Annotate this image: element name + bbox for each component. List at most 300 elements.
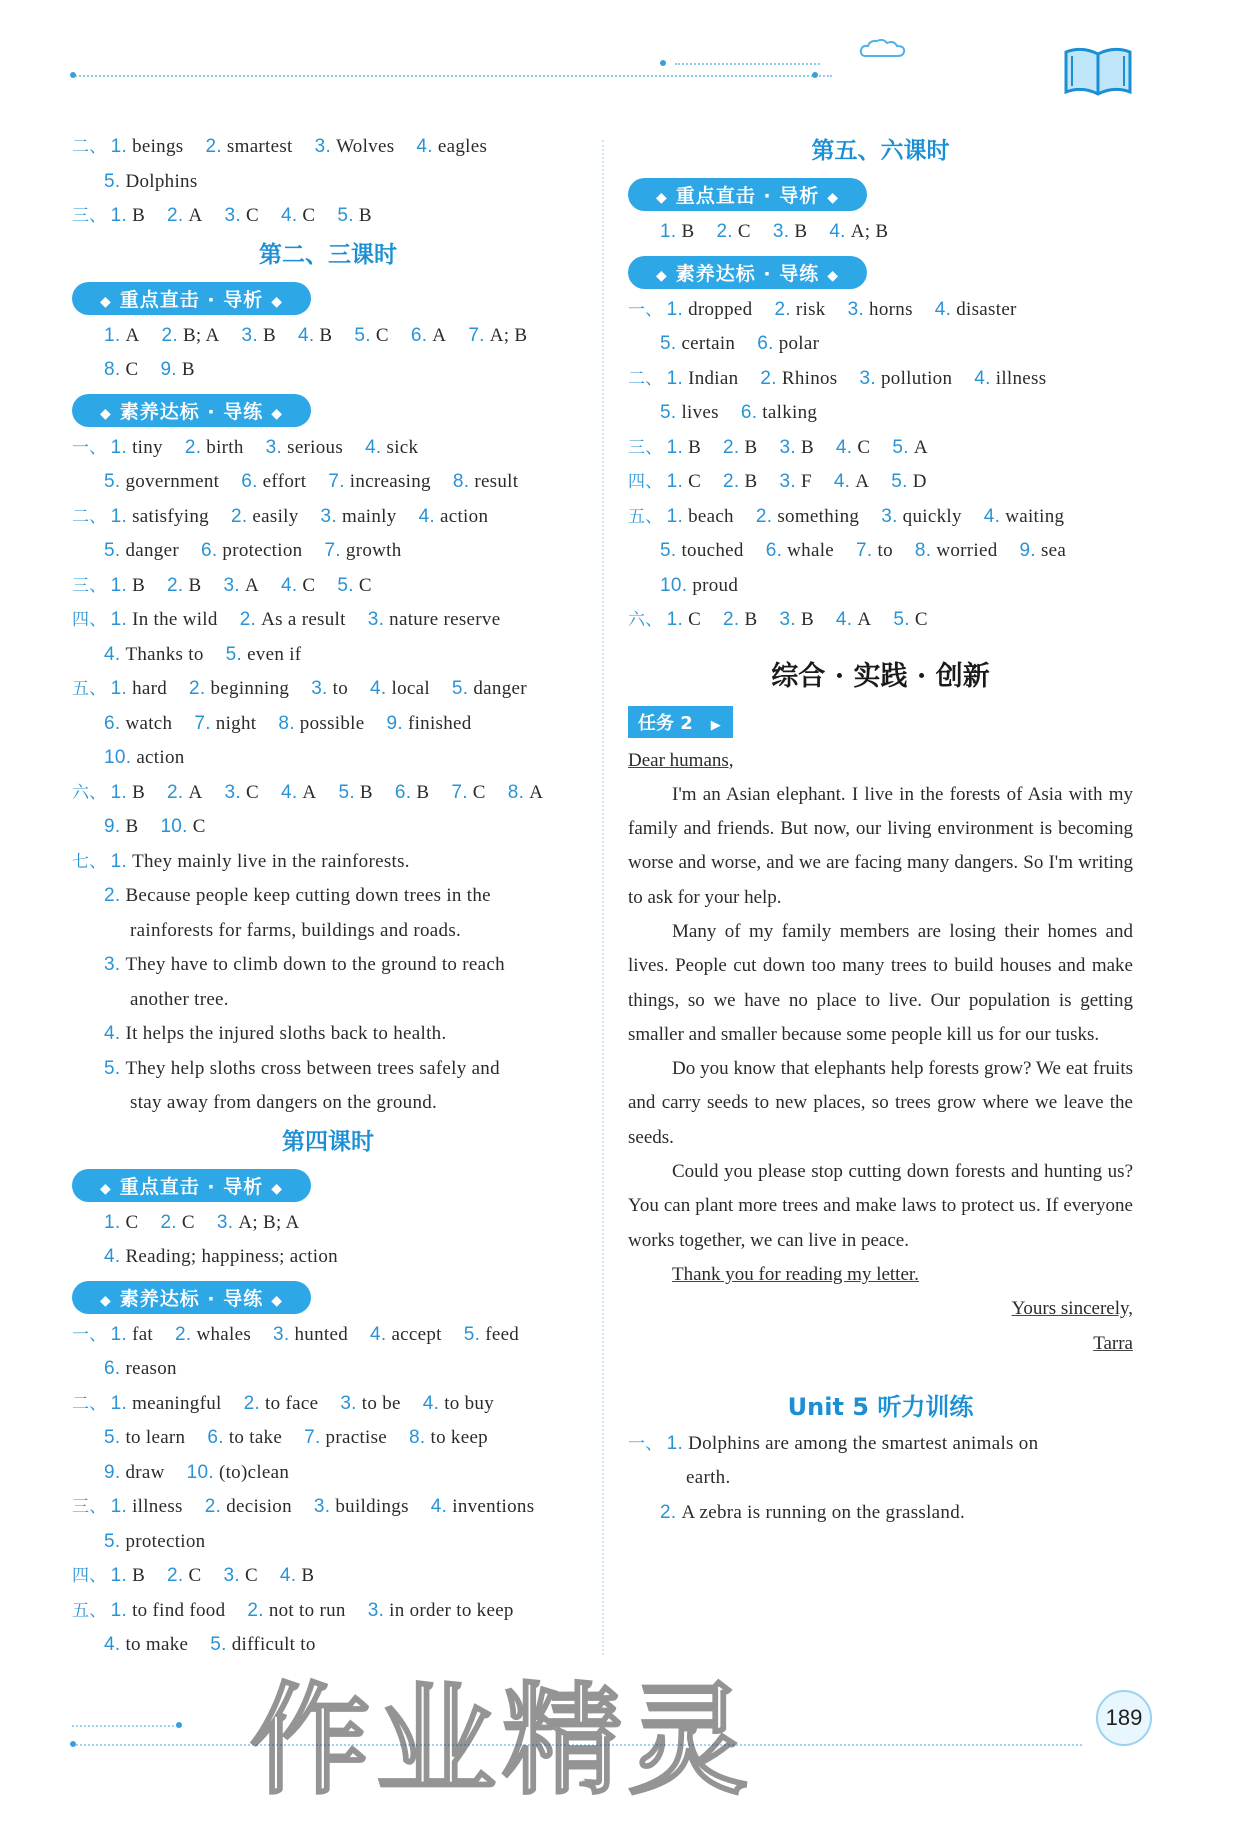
answer-text: government [125, 471, 220, 492]
answer-text: possible [299, 712, 365, 734]
answer-text: disaster [956, 298, 1017, 320]
answer-item [104, 816, 138, 837]
question-number: 2. [160, 1211, 177, 1233]
answer-item [217, 1212, 300, 1233]
question-number: 2. [774, 298, 791, 320]
question-number: 3. [223, 574, 240, 596]
answer-text: accept [391, 1323, 442, 1345]
question-number: 2. [243, 1392, 261, 1414]
answer-text: quickly [902, 505, 962, 527]
answer-item [111, 1565, 145, 1586]
answer-text: difficult to [231, 1634, 316, 1655]
answer-text: They mainly live in the rainforests. [132, 850, 410, 872]
answer-line [72, 1086, 584, 1121]
answer-text: A; B [850, 221, 889, 242]
answer-text: to be [361, 1392, 401, 1414]
answer-item [386, 713, 471, 734]
question-number: 2. [205, 136, 222, 157]
answer-item [416, 136, 487, 157]
answer-item [104, 954, 505, 975]
question-number: 4. [835, 436, 853, 458]
answer-line [72, 534, 584, 569]
answer-line [72, 914, 584, 949]
answer-item [167, 782, 202, 803]
answer-text: meaningful [132, 1392, 222, 1414]
answer-item [836, 609, 871, 630]
question-number: 6. [394, 781, 412, 803]
answer-text: worried [936, 540, 998, 561]
unit-listening-title: Unit 5 听力训练 [787, 1392, 974, 1421]
answer-text: B [301, 1565, 315, 1586]
section-marker: 五、 [72, 1600, 107, 1621]
answer-text: beings [132, 136, 184, 157]
answer-item [205, 136, 292, 157]
question-number: 8. [507, 781, 525, 803]
answer-item [464, 1324, 519, 1345]
answer-text: stay away from dangers on the ground. [130, 1092, 438, 1113]
answer-text: B [800, 609, 814, 630]
answer-item [104, 540, 179, 561]
question-number: 4. [104, 1023, 121, 1044]
question-number: 3. [847, 298, 865, 320]
section-marker: 三、 [628, 437, 663, 458]
answer-text: result [474, 471, 519, 492]
answer-item [779, 471, 811, 492]
letter-paragraph-1: I'm an Asian elephant. I live in the forests of Asia with my family and friends. But now, our living environment is becoming worse and worse, and we are facing many dangers. So I'm writing to ask for your help. [628, 783, 1133, 908]
answer-item [104, 359, 138, 380]
answer-text: A [302, 781, 317, 803]
answer-item [660, 1502, 965, 1523]
question-number: 5. [451, 678, 469, 699]
answer-text: hard [132, 678, 168, 699]
answer-text: nature reserve [389, 609, 501, 630]
question-number: 2. [239, 609, 257, 630]
answer-line [628, 327, 1133, 362]
answer-item [104, 171, 198, 192]
answer-item [881, 506, 962, 527]
answer-text: C [302, 574, 316, 596]
answer-item [111, 851, 410, 872]
answer-item [160, 1212, 194, 1233]
question-number: 2. [755, 505, 773, 527]
answer-line [628, 215, 1133, 250]
answer-item [240, 609, 346, 630]
question-number: 9. [104, 816, 121, 837]
answer-text: A [125, 324, 140, 346]
answer-item [111, 506, 209, 527]
answer-text: pollution [880, 367, 953, 389]
answer-text: C [375, 324, 389, 346]
question-number: 1. [104, 324, 121, 346]
question-number: 1. [110, 1392, 128, 1414]
answer-text: action [440, 505, 489, 527]
question-number: 5. [338, 781, 355, 803]
section-marker: 五、 [628, 506, 663, 527]
question-number: 3. [779, 471, 796, 492]
answer-item [774, 299, 825, 320]
focus-analysis-banner: ◆ 重点直击 · 导析 ◆ [72, 282, 311, 315]
answer-item [468, 325, 527, 346]
answer-item [829, 221, 888, 242]
answer-item [104, 1023, 447, 1044]
answer-text: to take [228, 1427, 283, 1448]
answer-item [338, 782, 372, 803]
answer-item [779, 437, 813, 458]
answer-item [226, 644, 302, 665]
answer-text: tiny [132, 436, 163, 458]
answer-line [628, 431, 1133, 466]
answer-line [72, 1490, 584, 1525]
answer-text: to keep [430, 1427, 488, 1448]
answer-text: D [912, 471, 927, 492]
question-number: 6. [207, 1427, 224, 1448]
answer-item [104, 325, 139, 346]
section-marker: 二、 [72, 137, 107, 157]
answer-item [723, 437, 757, 458]
answer-item [741, 402, 817, 423]
answer-item [104, 1246, 338, 1267]
question-number: 3. [779, 436, 796, 458]
question-number: 3. [859, 367, 876, 389]
answer-item [779, 609, 813, 630]
answer-text: eagles [437, 136, 488, 157]
answer-line [72, 1052, 584, 1087]
question-number: 1. [110, 850, 128, 872]
answer-item [111, 1600, 226, 1621]
answer-text: B [132, 574, 146, 596]
answer-item [167, 1565, 201, 1586]
answer-text: to find food [132, 1599, 226, 1621]
answer-text: B; A [182, 324, 220, 346]
question-number: 2. [104, 885, 121, 906]
question-number: 2. [167, 1565, 184, 1586]
answer-text: rainforests for farms, buildings and roads. [130, 919, 462, 941]
answer-text: whales [196, 1323, 252, 1345]
answer-item [508, 782, 543, 803]
answer-item [175, 1324, 251, 1345]
answer-item [278, 713, 364, 734]
answer-text: growth [345, 540, 402, 561]
answer-text: A [857, 609, 872, 630]
question-number: 3. [273, 1323, 290, 1345]
answer-item [395, 782, 429, 803]
answer-item [368, 1600, 514, 1621]
answer-line [72, 165, 584, 200]
answer-text: C [914, 609, 928, 630]
question-number: 1. [110, 781, 128, 803]
question-number: 5. [104, 1427, 121, 1448]
question-number: 2. [660, 1501, 677, 1523]
answer-text: A [529, 781, 544, 803]
answer-line [72, 948, 584, 983]
answers-lesson23-analysis [72, 319, 584, 388]
section-marker: 二、 [72, 506, 107, 527]
header-dot [812, 72, 818, 78]
page-number: 189 [1096, 1690, 1152, 1746]
answer-item [419, 506, 489, 527]
answer-item [104, 1358, 177, 1379]
answer-item [773, 221, 807, 242]
answer-item [860, 368, 953, 389]
answer-text: danger [125, 540, 179, 561]
footer-dotted-line-upper [72, 1725, 182, 1727]
question-number: 1. [110, 205, 128, 226]
answer-item [368, 609, 501, 630]
question-number: 5. [892, 436, 909, 458]
section-marker: 五、 [72, 679, 107, 699]
answer-text: danger [473, 678, 527, 699]
answers-listening [628, 1427, 1133, 1531]
answer-text: to learn [125, 1427, 186, 1448]
question-number: 10. [160, 816, 188, 837]
answer-text: touched [681, 540, 744, 561]
answer-line [72, 465, 584, 500]
question-number: 3. [241, 324, 258, 346]
left-column [72, 130, 584, 1663]
question-number: 4. [934, 298, 952, 320]
question-number: 5. [463, 1323, 481, 1345]
practice-banner: ◆ 素养达标 · 导练 ◆ [72, 1281, 311, 1314]
letter-answer [628, 744, 1133, 1361]
question-number: 9. [1019, 540, 1036, 561]
answer-item [161, 325, 219, 346]
question-number: 3. [104, 954, 121, 975]
answer-text: B [416, 781, 430, 803]
answer-text: B [800, 436, 814, 458]
question-number: 10. [186, 1461, 214, 1483]
answer-text: beach [688, 505, 734, 527]
open-book-icon [1062, 42, 1134, 98]
answer-text: A zebra is running on the grassland. [681, 1501, 966, 1523]
answer-text: B [125, 816, 139, 837]
answer-text: buildings [335, 1496, 409, 1517]
question-number: 3. [313, 1496, 331, 1517]
answer-text: something [777, 505, 860, 527]
answer-line [628, 569, 1133, 604]
answer-item [244, 1393, 319, 1414]
question-number: 5. [660, 333, 677, 354]
answer-line [72, 776, 584, 811]
answer-text: risk [795, 298, 826, 320]
answer-item [337, 575, 371, 596]
section-marker: 四、 [72, 1566, 107, 1586]
question-number: 5. [225, 643, 243, 665]
answer-item [892, 437, 927, 458]
answer-text: B [744, 609, 758, 630]
question-number: 2. [716, 221, 733, 242]
answer-item [716, 221, 750, 242]
answer-text: It helps the injured sloths back to health. [125, 1023, 447, 1044]
answer-line [72, 1352, 584, 1387]
question-number: 5. [660, 402, 677, 423]
answer-line [72, 707, 584, 742]
question-number: 4. [280, 574, 298, 596]
question-number: 6. [740, 402, 758, 423]
answer-line [72, 130, 584, 165]
answer-line [72, 199, 584, 234]
answer-line [72, 810, 584, 845]
question-number: 2. [723, 609, 740, 630]
answer-line [72, 672, 584, 707]
answer-item [160, 359, 194, 380]
answer-item [891, 471, 926, 492]
column-divider [602, 140, 604, 1655]
question-number: 1. [110, 505, 128, 527]
question-number: 4. [104, 1634, 121, 1655]
answer-text: polar [778, 333, 820, 354]
answer-line [72, 983, 584, 1018]
answer-item [667, 1433, 1039, 1454]
practice-banner: ◆ 素养达标 · 导练 ◆ [628, 256, 867, 289]
question-number: 6. [241, 471, 258, 492]
answer-text: dropped [688, 298, 753, 320]
question-number: 3. [779, 609, 796, 630]
answer-text: Wolves [336, 136, 395, 157]
watermark-logo: 作业精灵 [250, 1672, 754, 1811]
answer-text: to face [265, 1392, 319, 1414]
answer-item [304, 1427, 387, 1448]
answer-text: C [181, 1211, 195, 1233]
section-marker: 一、 [628, 299, 663, 320]
answer-line [72, 879, 584, 914]
answer-text: B [681, 221, 695, 242]
answer-item [205, 1496, 292, 1517]
answers-lesson23-practice [72, 431, 584, 1121]
question-number: 7. [856, 540, 873, 561]
answer-item [723, 471, 757, 492]
answer-line [72, 1318, 584, 1353]
question-number: 1. [110, 1565, 128, 1586]
answer-line [628, 362, 1133, 397]
answer-text: Indian [688, 367, 739, 389]
answer-line [72, 569, 584, 604]
question-number: 2. [167, 205, 184, 226]
question-number: 4. [370, 678, 387, 699]
question-number: 4. [833, 471, 851, 492]
answer-text: beginning [210, 678, 290, 699]
section-marker: 四、 [72, 610, 107, 630]
answer-text: (to)clean [218, 1461, 290, 1483]
lesson-title-4: 第四课时 [282, 1128, 374, 1155]
answer-text: C [358, 574, 372, 596]
question-number: 9. [386, 712, 403, 734]
question-number: 7. [194, 712, 211, 734]
answer-item [223, 1565, 257, 1586]
answer-line [628, 603, 1133, 638]
section-marker: 七、 [72, 851, 107, 872]
answer-text: Dolphins are among the smartest animals on [688, 1432, 1039, 1454]
answer-text: even if [247, 643, 302, 665]
letter-paragraph-3: Do you know that elephants help forests grow? We eat fruits and carry seeds to new places, so trees grow where we leave the seeds. [628, 1058, 1133, 1148]
answer-text: decision [226, 1496, 292, 1517]
question-number: 1. [110, 1323, 128, 1345]
answer-item [225, 782, 259, 803]
question-number: 1. [666, 1432, 684, 1454]
section-marker: 一、 [72, 1324, 107, 1345]
answer-line [628, 293, 1133, 328]
answer-text: Thanks to [125, 643, 204, 665]
answer-text: B [744, 436, 758, 458]
answer-item [667, 437, 701, 458]
answer-item [451, 782, 485, 803]
answer-text: protection [125, 1530, 206, 1552]
question-number: 3. [367, 1599, 385, 1621]
answer-item [207, 1427, 282, 1448]
answer-item [915, 540, 998, 561]
answer-item [660, 221, 694, 242]
question-number: 1. [110, 1599, 128, 1621]
answer-line [628, 1461, 1133, 1496]
answer-line [72, 353, 584, 388]
answer-text: inventions [452, 1496, 535, 1517]
answer-item [111, 1393, 222, 1414]
lesson-title-2-3: 第二、三课时 [259, 241, 397, 268]
answer-text: Reading; happiness; action [125, 1246, 338, 1267]
question-number: 5. [104, 170, 121, 192]
question-number: 2. [167, 781, 184, 803]
answer-line [72, 1525, 584, 1560]
question-number: 5. [337, 205, 354, 226]
question-number: 3. [340, 1392, 357, 1414]
header-dotted-line [72, 75, 832, 77]
answer-item [281, 782, 316, 803]
question-number: 2. [184, 436, 202, 458]
answer-text: B [359, 781, 373, 803]
question-number: 7. [304, 1427, 321, 1448]
question-number: 5. [210, 1634, 227, 1655]
answer-text: B [132, 205, 146, 226]
answer-text: They have to climb down to the ground to reach [125, 954, 505, 975]
letter-paragraph-4: Could you please stop cutting down forests and hunting us? You can plant more trees and make laws to protect us. If everyone works together, we can live in peace. [628, 1161, 1133, 1251]
question-number: 4. [983, 505, 1001, 527]
answer-item [660, 575, 738, 596]
answer-text: A; B; A [238, 1211, 300, 1233]
answer-item [354, 325, 388, 346]
answer-text: A [188, 205, 203, 226]
question-number: 3. [223, 1565, 240, 1586]
answer-text: A [913, 436, 928, 458]
answer-text: B [744, 471, 758, 492]
answer-item [298, 325, 332, 346]
question-number: 2. [167, 574, 184, 596]
answer-text: C [125, 1211, 139, 1233]
answer-text: easily [252, 505, 299, 527]
answer-text: C [688, 609, 702, 630]
answer-text: Rhinos [781, 367, 838, 389]
answer-text: protection [222, 540, 303, 561]
answer-item [667, 299, 753, 320]
answer-item [167, 205, 202, 226]
answer-item [167, 575, 201, 596]
question-number: 1. [110, 574, 128, 596]
section-marker: 二、 [72, 1393, 107, 1414]
question-number: 5. [891, 471, 908, 492]
question-number: 8. [409, 1427, 426, 1448]
answer-item [189, 678, 289, 699]
answer-item [667, 368, 739, 389]
task-label: 任务 2 ▶ [628, 706, 733, 738]
answer-item [104, 471, 219, 492]
answer-item [337, 205, 371, 226]
answer-text: C [245, 781, 259, 803]
answer-text: B [132, 781, 146, 803]
answer-item [328, 471, 431, 492]
question-number: 7. [468, 324, 485, 346]
letter-closing: Yours sincerely, [1011, 1298, 1133, 1320]
answer-text: fat [132, 1323, 154, 1345]
section-marker: 一、 [628, 1433, 663, 1454]
answer-item [370, 1324, 442, 1345]
